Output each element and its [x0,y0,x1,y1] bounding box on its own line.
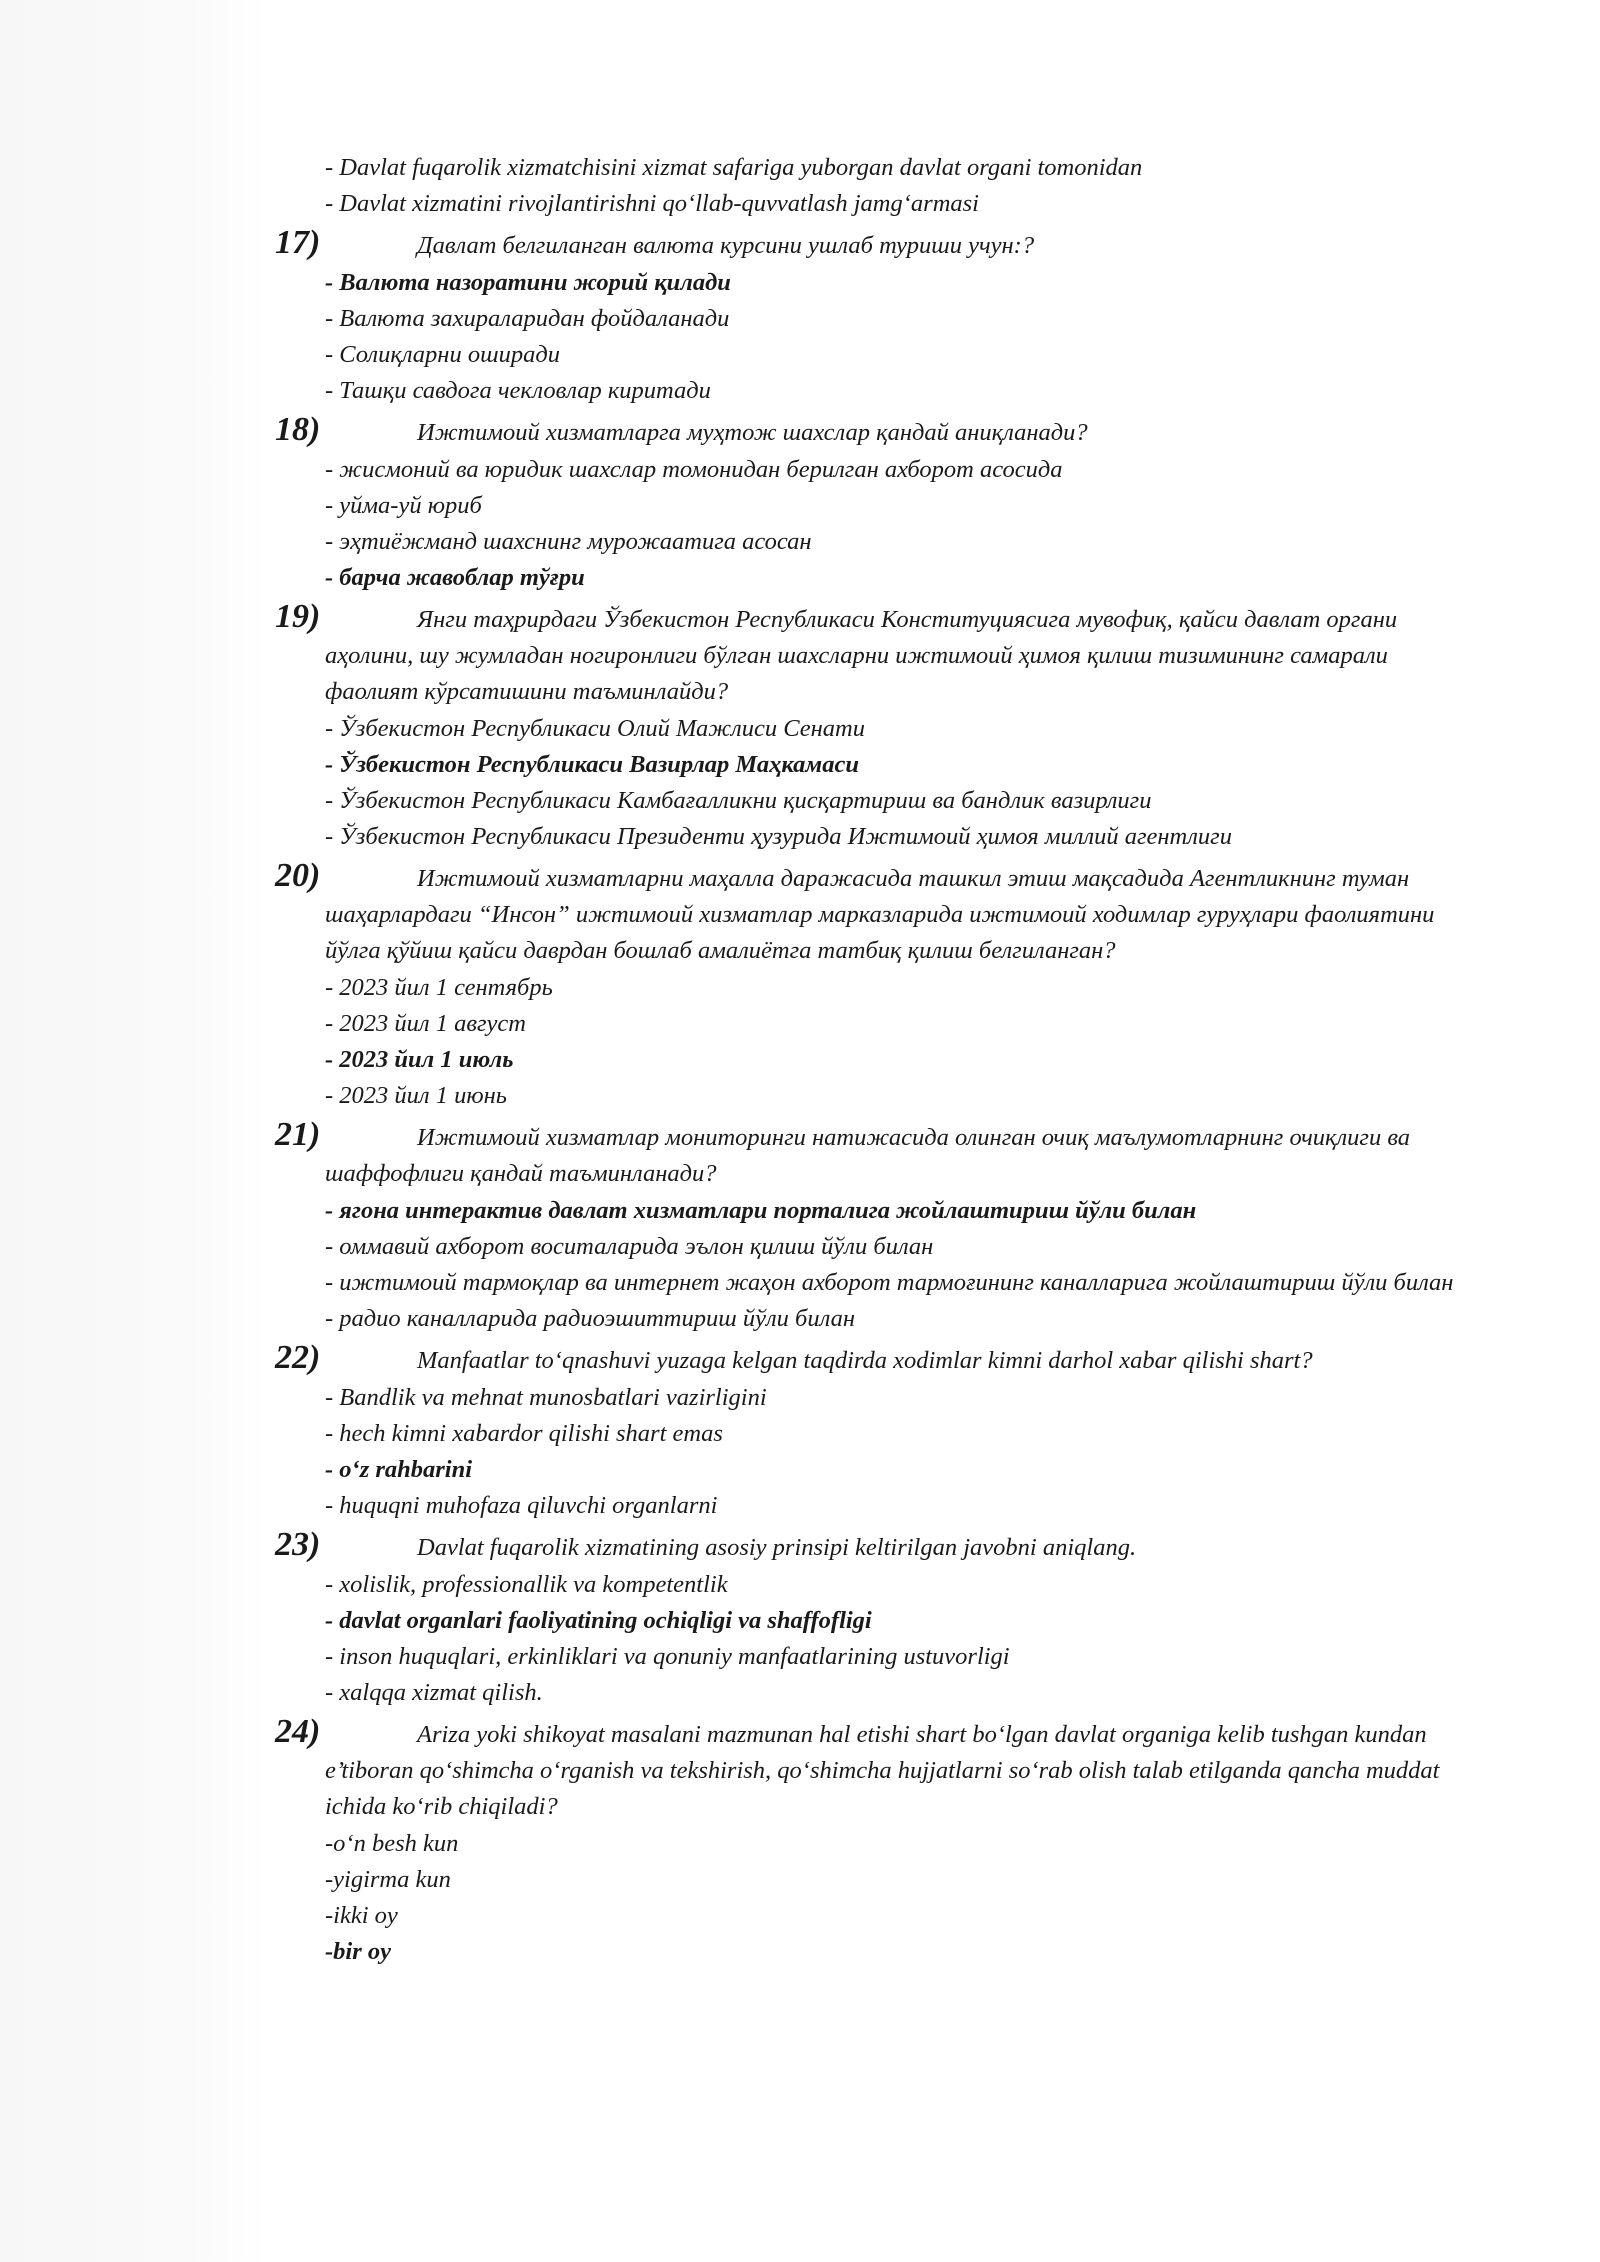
question-text: Davlat fuqarolik xizmatining asosiy prinsipi keltirilgan javobni aniqlang. [417,1534,1137,1561]
question-block [275,857,1485,1114]
question-number: 18) [275,411,321,448]
answer-options [275,711,1485,855]
question-number: 23) [275,1526,321,1563]
answer-options [275,1193,1485,1337]
document-body [0,150,1600,1970]
answer-option-correct: - 2023 йил 1 июль [325,1046,514,1073]
answer-option: - уйма-уй юриб [325,492,482,519]
answer-option: - Валюта захираларидан фойдаланади [325,305,730,332]
answer-option: - Ўзбекистон Республикаси Президенти ҳузурида Ижтимоий ҳимоя миллий агентлиги [325,823,1232,850]
prelude-options [0,150,1600,222]
answer-options [275,970,1485,1114]
answer-option-correct: - Ўзбекистон Республикаси Вазирлар Маҳкамаси [325,751,859,778]
answer-options [275,1380,1485,1524]
question-block [275,1339,1485,1524]
question-number: 19) [275,598,321,635]
question-text: Ижтимоий хизматларни маҳалла даражасида ташкил этиш мақсадида Агентликнинг туман шаҳарлардаги “Инсон” ижтимоий хизматлар марказларида ижтимоий ходимлар гуруҳлари фаолиятини йўлга қўйиш қайси даврдан бошлаб амалиётга татбиқ қилиш белгиланган? [325,865,1435,964]
question-block [275,598,1485,855]
question-block [275,411,1485,596]
answer-option: - Bandlik va mehnat munosbatlari vazirligini [325,1384,767,1411]
question-number: 24) [275,1713,321,1750]
answer-option: - оммавий ахборот воситаларида эълон қилиш йўли билан [325,1233,934,1260]
answer-option: -o‘n besh kun [325,1830,459,1857]
answer-option-correct: -bir oy [325,1938,391,1965]
question-block [275,1713,1485,1970]
answer-options [275,452,1485,596]
answer-option: - hech kimni xabardor qilishi shart emas [325,1420,723,1447]
question-text: Ижтимоий хизматлар мониторинги натижасида олинган очиқ маълумотларнинг очиқлиги ва шаффофлиги қандай таъминланади? [325,1124,1411,1187]
answer-option-correct: - davlat organlari faoliyatining ochiqligi va shaffofligi [325,1607,872,1634]
answer-option: - 2023 йил 1 июнь [325,1082,507,1109]
answer-option: -ikki oy [325,1902,398,1929]
question-number: 22) [275,1339,321,1376]
answer-option: - радио каналларида радиоэшиттириш йўли билан [325,1305,856,1332]
answer-options [275,1826,1485,1970]
answer-options [275,1567,1485,1711]
prelude-option: - Davlat fuqarolik xizmatchisini xizmat safariga yuborgan davlat organi tomonidan [325,154,1143,181]
answer-option: - Ўзбекистон Республикаси Олий Мажлиси Сенати [325,715,865,742]
question-list [0,224,1600,1970]
answer-options [275,265,1485,409]
question-text: Ижтимоий хизматларга муҳтож шахслар қандай аниқланади? [417,419,1088,446]
answer-option: - ижтимоий тармоқлар ва интернет жаҳон ахборот тармоғининг каналларига жойлаштириш йўли билан [325,1269,1454,1296]
answer-option: -yigirma kun [325,1866,451,1893]
question-text: Янги таҳрирдаги Ўзбекистон Республикаси Конституциясига мувофиқ, қайси давлат органи аҳолини, шу жумладан ногиронлиги бўлган шахсларни ижтимоий ҳимоя қилиш тизимининг самарали фаолият кўрсатишини таъминлайди? [325,606,1398,705]
answer-option: - xolislik, professionallik va kompetentlik [325,1571,728,1598]
question-block [275,1526,1485,1711]
answer-option: - эҳтиёжманд шахснинг мурожаатига асосан [325,528,812,555]
answer-option-correct: - o‘z rahbarini [325,1456,473,1483]
answer-option-correct: - Валюта назоратини жорий қилади [325,269,731,296]
answer-option: - Ташқи савдога чекловлар киритади [325,377,711,404]
answer-option: - Ўзбекистон Республикаси Камбағалликни қисқартириш ва бандлик вазирлиги [325,787,1152,814]
question-number: 17) [275,224,321,261]
answer-option-correct: - ягона интерактив давлат хизматлари порталига жойлаштириш йўли билан [325,1197,1197,1224]
answer-option: - xalqqa xizmat qilish. [325,1679,543,1706]
question-number: 21) [275,1116,321,1153]
answer-option: - 2023 йил 1 сентябрь [325,974,553,1001]
answer-option-correct: - барча жавоблар тўғри [325,564,585,591]
question-text: Ariza yoki shikoyat masalani mazmunan hal etishi shart bo‘lgan davlat organiga kelib tushgan kundan e’tiboran qo‘shimcha o‘rganish va tekshirish, qo‘shimcha hujjatlarni so‘rab olish talab etilganda qancha muddat ichida ko‘rib chiqiladi? [325,1721,1440,1820]
answer-option: - Солиқларни оширади [325,341,560,368]
prelude-option: - Davlat xizmatini rivojlantirishni qo‘llab-quvvatlash jamg‘armasi [325,190,979,217]
question-text: Давлат белгиланган валюта курсини ушлаб туриши учун:? [417,232,1035,259]
question-block [275,224,1485,409]
answer-option: - жисмоний ва юридик шахслар томонидан берилган ахборот асосида [325,456,1063,483]
answer-option: - huquqni muhofaza qiluvchi organlarni [325,1492,718,1519]
answer-option: - inson huquqlari, erkinliklari va qonuniy manfaatlarining ustuvorligi [325,1643,1010,1670]
answer-option: - 2023 йил 1 август [325,1010,526,1037]
question-number: 20) [275,857,321,894]
question-text: Manfaatlar to‘qnashuvi yuzaga kelgan taqdirda xodimlar kimni darhol xabar qilishi shart? [417,1347,1313,1374]
question-block [275,1116,1485,1337]
